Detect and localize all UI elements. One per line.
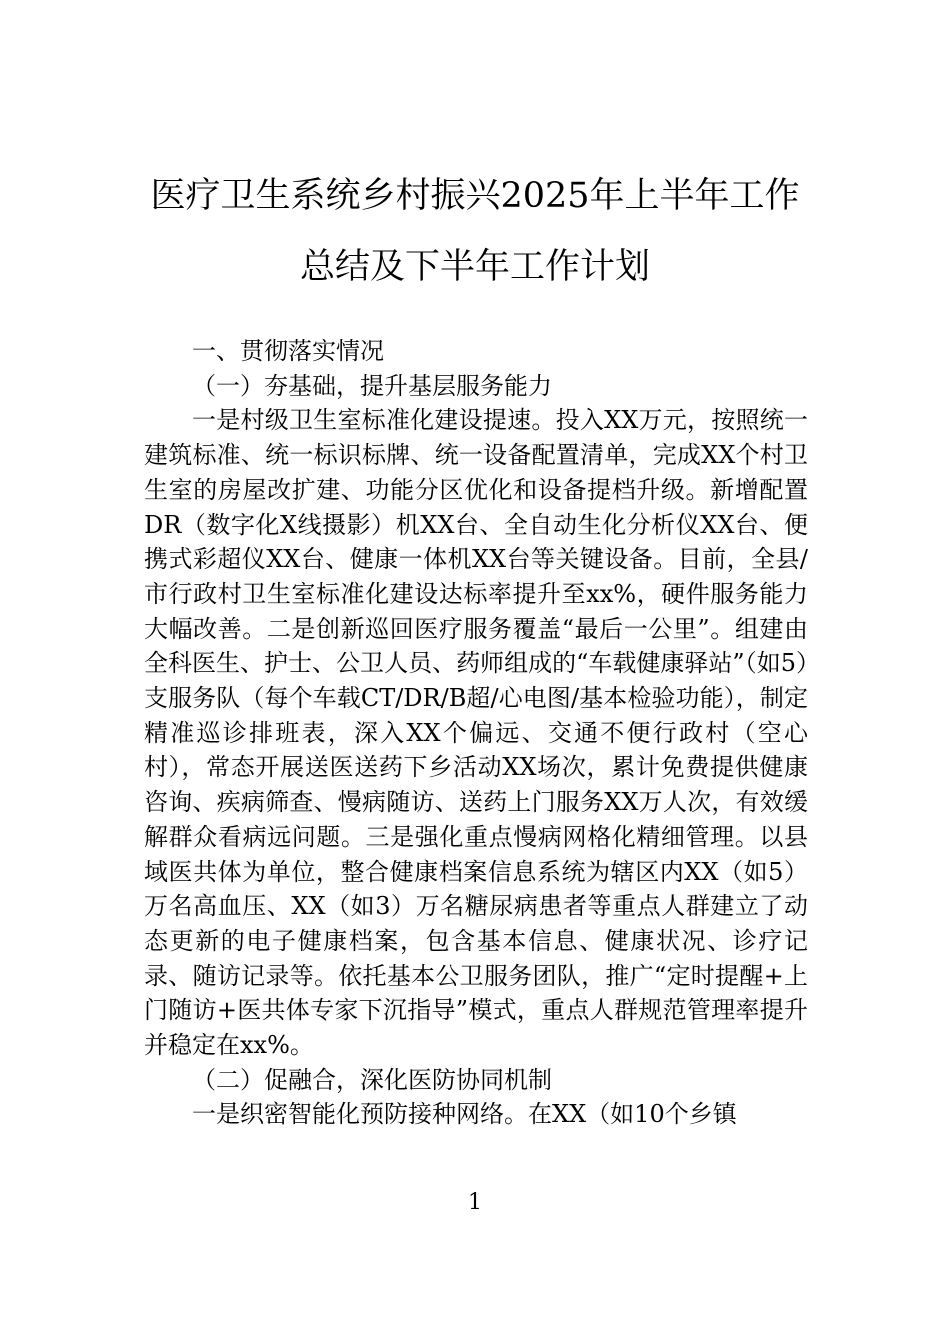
page-number: 1 [468,1190,482,1215]
document-body [144,334,808,1132]
body-paragraph: 一是村级卫生室标准化建设提速。投入XX万元，按照统一建筑标准、统一标识标牌、统一设备配置清单，完成XX个村卫生室的房屋改扩建、功能分区优化和设备提档升级。新增配置DR（数字化X线摄影）机XX台、全自动生化分析仪XX台、便携式彩超仪XX台、健康一体机XX台等关键设备。目前，全县/市行政村卫生室标准化建设达标率提升至xx%，硬件服务能力大幅改善。二是创新巡回医疗服务覆盖“最后一公里”。组建由全科医生、护士、公卫人员、药师组成的“车载健康驿站”（如5）支服务队（每个车载CT/DR/B超/心电图/基本检验功能），制定精准巡诊排班表，深入XX个偏远、交通不便行政村（空心村），常态开展送医送药下乡活动XX场次，累计免费提供健康咨询、疾病筛查、慢病随访、送药上门服务XX万人次，有效缓解群众看病远问题。三是强化重点慢病网格化精细管理。以县域医共体为单位，整合健康档案信息系统为辖区内XX（如5）万名高血压、XX（如3）万名糖尿病患者等重点人群建立了动态更新的电子健康档案，包含基本信息、健康状况、诊疗记录、随访记录等。依托基本公卫服务团队，推广“定时提醒+上门随访+医共体专家下沉指导”模式，重点人群规范管理率提升并稳定在xx%。 [144,406,808,1060]
document-title-line-2: 总结及下半年工作计划 [299,247,650,287]
subsection-heading: （一）夯基础，提升基层服务能力 [192,371,552,400]
document-title-line-1: 医疗卫生系统乡村振兴2025年上半年工作 [150,176,800,216]
body-paragraph: 一是织密智能化预防接种网络。在XX（如10个乡镇 [192,1100,737,1129]
subsection-heading: （二）促融合，深化医防协同机制 [192,1065,552,1094]
section-heading: 一、贯彻落实情况 [192,337,384,365]
